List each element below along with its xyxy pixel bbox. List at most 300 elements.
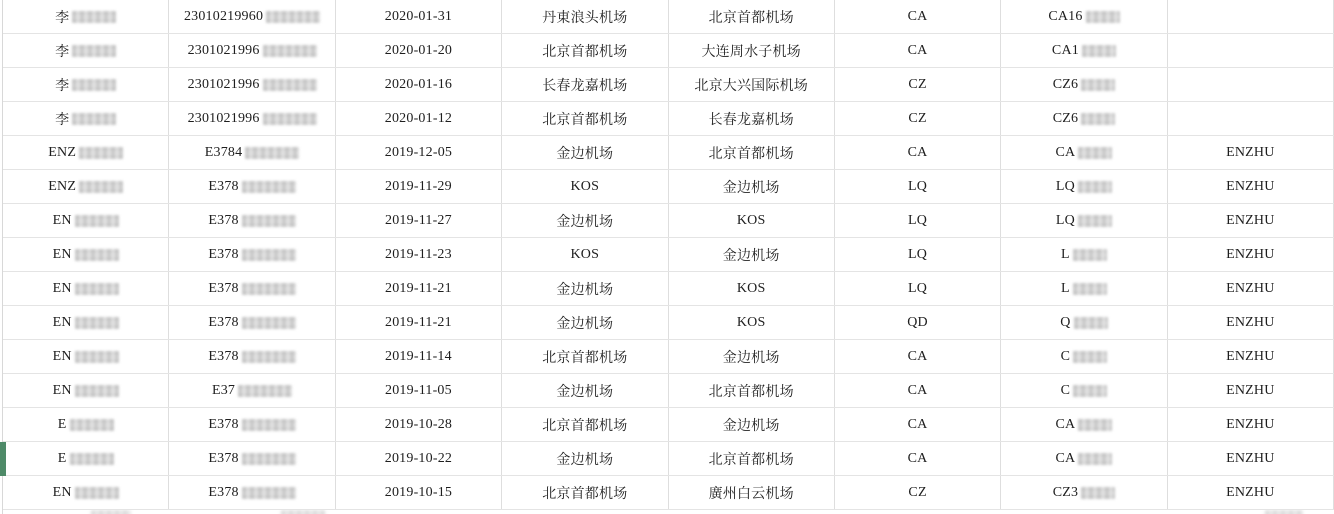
cell-departure-airport[interactable] xyxy=(502,34,668,67)
cell-passenger-name[interactable] xyxy=(3,238,169,271)
id-number-text: 2301021996 xyxy=(187,110,260,126)
passenger-name-text: E xyxy=(57,416,67,432)
redaction-blur xyxy=(242,351,296,363)
cell-passenger-name[interactable] xyxy=(3,340,169,373)
cell-flight-number[interactable] xyxy=(1001,0,1167,33)
cell-flight-date[interactable] xyxy=(336,272,502,305)
arrival-airport-text: 北京大兴国际机场 xyxy=(694,78,808,94)
flight-date-text: 2019-10-22 xyxy=(384,450,453,466)
table-row[interactable] xyxy=(3,374,1334,408)
cell-id-number[interactable] xyxy=(169,476,335,509)
cell-arrival-airport[interactable] xyxy=(669,170,835,203)
cell-id-number[interactable] xyxy=(169,306,335,339)
cell-passenger-name[interactable] xyxy=(3,0,169,33)
cell-airline-code[interactable] xyxy=(835,442,1001,475)
traveler-name-text: ENZHU xyxy=(1226,178,1275,194)
departure-airport-text: 长春龙嘉机场 xyxy=(542,78,628,94)
departure-airport-text: 北京首都机场 xyxy=(542,486,628,502)
flight-date-text: 2020-01-31 xyxy=(384,8,453,24)
cell-traveler-name[interactable] xyxy=(1168,136,1334,169)
redaction-blur xyxy=(70,453,114,465)
cell-airline-code[interactable] xyxy=(835,306,1001,339)
redaction-blur xyxy=(1265,510,1303,514)
airline-code-text: CZ xyxy=(908,110,927,126)
departure-airport-text: KOS xyxy=(570,178,600,194)
cell-airline-code[interactable] xyxy=(835,374,1001,407)
redaction-blur xyxy=(75,385,119,397)
arrival-airport-text: KOS xyxy=(736,212,766,228)
flight-number-text: CA16 xyxy=(1048,8,1083,24)
airline-code-text: CA xyxy=(907,416,928,432)
cell-id-number[interactable] xyxy=(169,272,335,305)
cell-traveler-name[interactable] xyxy=(1168,408,1334,441)
cell-airline-code[interactable] xyxy=(835,408,1001,441)
traveler-name-text: ENZHU xyxy=(1226,382,1275,398)
table-row[interactable] xyxy=(3,306,1334,340)
flight-number-text: CA xyxy=(1055,144,1076,160)
departure-airport-text: KOS xyxy=(570,246,600,262)
redaction-blur xyxy=(263,45,317,57)
cell-flight-number[interactable] xyxy=(1001,170,1167,203)
flight-number-text: C xyxy=(1060,348,1071,364)
flight-date-text: 2019-11-21 xyxy=(385,314,452,330)
flight-date-text: 2019-11-21 xyxy=(385,280,452,296)
redaction-blur xyxy=(79,181,123,193)
cell-passenger-name[interactable] xyxy=(3,306,169,339)
redaction-blur xyxy=(242,453,296,465)
partial-next-row xyxy=(3,510,1334,514)
airline-code-text: LQ xyxy=(908,280,928,296)
cell-arrival-airport[interactable] xyxy=(669,102,835,135)
table-row[interactable] xyxy=(3,136,1334,170)
cell-airline-code[interactable] xyxy=(835,68,1001,101)
passenger-name-text: 李 xyxy=(55,44,70,60)
cell-flight-date[interactable] xyxy=(336,408,502,441)
redaction-blur xyxy=(75,317,119,329)
traveler-name-text: ENZHU xyxy=(1226,280,1275,296)
cell-flight-date[interactable] xyxy=(336,374,502,407)
cell-departure-airport[interactable] xyxy=(502,408,668,441)
flight-date-text: 2019-10-28 xyxy=(384,416,453,432)
cell-arrival-airport[interactable] xyxy=(669,272,835,305)
redaction-blur xyxy=(1073,249,1107,261)
cell-flight-number[interactable] xyxy=(1001,442,1167,475)
cell-arrival-airport[interactable] xyxy=(669,238,835,271)
cell-departure-airport[interactable] xyxy=(502,204,668,237)
cell-departure-airport[interactable] xyxy=(502,442,668,475)
departure-airport-text: 丹東浪头机场 xyxy=(542,10,628,26)
flight-number-text: CZ3 xyxy=(1052,484,1079,500)
arrival-airport-text: 北京首都机场 xyxy=(708,384,794,400)
traveler-name-text: ENZHU xyxy=(1226,246,1275,262)
id-number-text: E378 xyxy=(208,314,239,330)
flight-number-text: LQ xyxy=(1055,212,1075,228)
redaction-blur xyxy=(238,385,292,397)
cell-departure-airport[interactable] xyxy=(502,272,668,305)
redaction-blur xyxy=(1078,147,1112,159)
arrival-airport-text: 廣州白云机场 xyxy=(708,486,794,502)
flight-number-text: LQ xyxy=(1055,178,1075,194)
redaction-blur xyxy=(91,510,131,514)
redaction-blur xyxy=(263,79,317,91)
redaction-blur xyxy=(263,113,317,125)
arrival-airport-text: 北京首都机场 xyxy=(708,452,794,468)
airline-code-text: CA xyxy=(907,144,928,160)
cell-airline-code[interactable] xyxy=(835,136,1001,169)
redaction-blur xyxy=(1073,351,1107,363)
cell-airline-code[interactable] xyxy=(835,0,1001,33)
passenger-name-text: ENZ xyxy=(48,178,77,194)
departure-airport-text: 北京首都机场 xyxy=(542,350,628,366)
flight-date-text: 2020-01-16 xyxy=(384,76,453,92)
cell-flight-date[interactable] xyxy=(336,34,502,67)
flight-number-text: L xyxy=(1061,280,1070,296)
redaction-blur xyxy=(1086,11,1120,23)
airline-code-text: CZ xyxy=(908,484,927,500)
flight-date-text: 2019-11-05 xyxy=(385,382,452,398)
cell-id-number[interactable] xyxy=(169,0,335,33)
cell-arrival-airport[interactable] xyxy=(669,306,835,339)
cell-id-number[interactable] xyxy=(169,102,335,135)
table-row[interactable] xyxy=(3,476,1334,510)
cell-traveler-name[interactable] xyxy=(1168,442,1334,475)
flight-number-text: CA1 xyxy=(1051,42,1079,58)
cell-flight-number[interactable] xyxy=(1001,476,1167,509)
cell-flight-number[interactable] xyxy=(1001,238,1167,271)
cell-passenger-name[interactable] xyxy=(3,374,169,407)
arrival-airport-text: 北京首都机场 xyxy=(708,10,794,26)
cell-id-number[interactable] xyxy=(169,204,335,237)
arrival-airport-text: KOS xyxy=(736,280,766,296)
cell-passenger-name[interactable] xyxy=(3,204,169,237)
cell-flight-date[interactable] xyxy=(336,340,502,373)
flight-number-text: Q xyxy=(1060,314,1071,330)
cell-traveler-name[interactable] xyxy=(1168,34,1334,67)
id-number-text: 2301021996 xyxy=(187,76,260,92)
airline-code-text: CA xyxy=(907,8,928,24)
cell-traveler-name[interactable] xyxy=(1168,340,1334,373)
passenger-name-text: EN xyxy=(52,348,72,364)
airline-code-text: CA xyxy=(907,382,928,398)
table-row[interactable] xyxy=(3,170,1334,204)
passenger-name-text: EN xyxy=(52,246,72,262)
redaction-blur xyxy=(75,351,119,363)
redaction-blur xyxy=(72,45,116,57)
departure-airport-text: 金边机场 xyxy=(556,384,614,400)
cell-traveler-name[interactable] xyxy=(1168,204,1334,237)
redaction-blur xyxy=(1078,419,1112,431)
passenger-name-text: 李 xyxy=(55,10,70,26)
cell-flight-number[interactable] xyxy=(1001,374,1167,407)
flight-date-text: 2019-11-14 xyxy=(385,348,452,364)
cell-traveler-name[interactable] xyxy=(1168,170,1334,203)
cell-departure-airport[interactable] xyxy=(502,102,668,135)
redaction-blur xyxy=(1078,215,1112,227)
departure-airport-text: 金边机场 xyxy=(556,146,614,162)
cell-departure-airport[interactable] xyxy=(502,0,668,33)
flight-number-text: CZ6 xyxy=(1052,76,1079,92)
cell-arrival-airport[interactable] xyxy=(669,442,835,475)
id-number-text: E378 xyxy=(208,450,239,466)
redaction-blur xyxy=(242,215,296,227)
cell-departure-airport[interactable] xyxy=(502,340,668,373)
flight-number-text: C xyxy=(1060,382,1071,398)
cell-id-number[interactable] xyxy=(169,170,335,203)
cell-departure-airport[interactable] xyxy=(502,170,668,203)
redaction-blur xyxy=(75,249,119,261)
cell-passenger-name[interactable] xyxy=(3,102,169,135)
cell-traveler-name[interactable] xyxy=(1168,476,1334,509)
redaction-blur xyxy=(245,147,299,159)
arrival-airport-text: 金边机场 xyxy=(722,248,780,264)
cell-departure-airport[interactable] xyxy=(502,476,668,509)
flight-date-text: 2020-01-20 xyxy=(384,42,453,58)
departure-airport-text: 金边机场 xyxy=(556,214,614,230)
id-number-text: E378 xyxy=(208,416,239,432)
airline-code-text: CZ xyxy=(908,76,927,92)
passenger-name-text: EN xyxy=(52,212,72,228)
table-row[interactable] xyxy=(3,340,1334,374)
redaction-blur xyxy=(70,419,114,431)
redaction-blur xyxy=(242,181,296,193)
cell-passenger-name[interactable] xyxy=(3,272,169,305)
redaction-blur xyxy=(72,79,116,91)
departure-airport-text: 北京首都机场 xyxy=(542,418,628,434)
cell-flight-number[interactable] xyxy=(1001,340,1167,373)
cell-traveler-name[interactable] xyxy=(1168,102,1334,135)
cell-id-number[interactable] xyxy=(169,340,335,373)
cell-arrival-airport[interactable] xyxy=(669,0,835,33)
table-row[interactable] xyxy=(3,272,1334,306)
id-number-text: 2301021996 xyxy=(187,42,260,58)
cell-flight-number[interactable] xyxy=(1001,204,1167,237)
cell-airline-code[interactable] xyxy=(835,340,1001,373)
redaction-blur xyxy=(281,510,325,514)
redaction-blur xyxy=(72,11,116,23)
cell-airline-code[interactable] xyxy=(835,272,1001,305)
cell-id-number[interactable] xyxy=(169,136,335,169)
cell-passenger-name[interactable] xyxy=(3,136,169,169)
cell-departure-airport[interactable] xyxy=(502,306,668,339)
arrival-airport-text: 金边机场 xyxy=(722,180,780,196)
traveler-name-text: ENZHU xyxy=(1226,212,1275,228)
cell-flight-number[interactable] xyxy=(1001,102,1167,135)
cell-flight-number[interactable] xyxy=(1001,272,1167,305)
traveler-name-text: ENZHU xyxy=(1226,416,1275,432)
flight-date-text: 2019-11-27 xyxy=(385,212,452,228)
cell-airline-code[interactable] xyxy=(835,204,1001,237)
redaction-blur xyxy=(1081,79,1115,91)
redaction-blur xyxy=(242,487,296,499)
passenger-name-text: 李 xyxy=(55,112,70,128)
airline-code-text: CA xyxy=(907,348,928,364)
redaction-blur xyxy=(242,283,296,295)
cell-arrival-airport[interactable] xyxy=(669,476,835,509)
arrival-airport-text: 长春龙嘉机场 xyxy=(708,112,794,128)
arrival-airport-text: 金边机场 xyxy=(722,418,780,434)
redaction-blur xyxy=(1073,283,1107,295)
cell-arrival-airport[interactable] xyxy=(669,340,835,373)
cell-airline-code[interactable] xyxy=(835,34,1001,67)
passenger-name-text: ENZ xyxy=(48,144,77,160)
table-row[interactable] xyxy=(3,68,1334,102)
traveler-name-text: ENZHU xyxy=(1226,314,1275,330)
cell-flight-number[interactable] xyxy=(1001,408,1167,441)
cell-departure-airport[interactable] xyxy=(502,136,668,169)
redaction-blur xyxy=(75,283,119,295)
redaction-blur xyxy=(79,147,123,159)
cell-arrival-airport[interactable] xyxy=(669,408,835,441)
redaction-blur xyxy=(75,215,119,227)
redaction-blur xyxy=(75,487,119,499)
cell-id-number[interactable] xyxy=(169,442,335,475)
redaction-blur xyxy=(242,317,296,329)
cell-flight-date[interactable] xyxy=(336,136,502,169)
table-row[interactable] xyxy=(3,102,1334,136)
passenger-name-text: EN xyxy=(52,484,72,500)
cell-flight-number[interactable] xyxy=(1001,136,1167,169)
cell-traveler-name[interactable] xyxy=(1168,272,1334,305)
cell-departure-airport[interactable] xyxy=(502,68,668,101)
redaction-blur xyxy=(1081,487,1115,499)
arrival-airport-text: 金边机场 xyxy=(722,350,780,366)
arrival-airport-text: KOS xyxy=(736,314,766,330)
airline-code-text: LQ xyxy=(908,178,928,194)
airline-code-text: LQ xyxy=(908,246,928,262)
cell-airline-code[interactable] xyxy=(835,170,1001,203)
redaction-blur xyxy=(1081,113,1115,125)
flight-date-text: 2019-11-23 xyxy=(385,246,452,262)
cell-arrival-airport[interactable] xyxy=(669,204,835,237)
table-row[interactable] xyxy=(3,238,1334,272)
cell-id-number[interactable] xyxy=(169,374,335,407)
redaction-blur xyxy=(1073,385,1107,397)
traveler-name-text: ENZHU xyxy=(1226,144,1275,160)
cell-flight-number[interactable] xyxy=(1001,34,1167,67)
cell-arrival-airport[interactable] xyxy=(669,136,835,169)
id-number-text: E378 xyxy=(208,246,239,262)
departure-airport-text: 金边机场 xyxy=(556,282,614,298)
cell-arrival-airport[interactable] xyxy=(669,68,835,101)
arrival-airport-text: 北京首都机场 xyxy=(708,146,794,162)
flight-number-text: CZ6 xyxy=(1052,110,1079,126)
id-number-text: E378 xyxy=(208,212,239,228)
table-row[interactable] xyxy=(3,408,1334,442)
flight-number-text: L xyxy=(1061,246,1070,262)
traveler-name-text: ENZHU xyxy=(1226,484,1275,500)
redaction-blur xyxy=(266,11,320,23)
cell-traveler-name[interactable] xyxy=(1168,306,1334,339)
arrival-airport-text: 大连周水子机场 xyxy=(701,44,801,60)
cell-passenger-name[interactable] xyxy=(3,34,169,67)
id-number-text: E378 xyxy=(208,178,239,194)
departure-airport-text: 金边机场 xyxy=(556,316,614,332)
passenger-name-text: EN xyxy=(52,280,72,296)
redaction-blur xyxy=(72,113,116,125)
redaction-blur xyxy=(242,249,296,261)
table-row[interactable] xyxy=(3,442,1334,476)
redaction-blur xyxy=(1074,317,1108,329)
flight-records-table xyxy=(2,0,1334,514)
cell-airline-code[interactable] xyxy=(835,238,1001,271)
airline-code-text: CA xyxy=(907,450,928,466)
cell-airline-code[interactable] xyxy=(835,476,1001,509)
departure-airport-text: 北京首都机场 xyxy=(542,44,628,60)
cell-arrival-airport[interactable] xyxy=(669,374,835,407)
cell-flight-date[interactable] xyxy=(336,476,502,509)
flight-number-text: CA xyxy=(1055,416,1076,432)
cell-flight-date[interactable] xyxy=(336,68,502,101)
airline-code-text: LQ xyxy=(908,212,928,228)
flight-date-text: 2019-10-15 xyxy=(384,484,453,500)
cell-flight-date[interactable] xyxy=(336,204,502,237)
cell-id-number[interactable] xyxy=(169,34,335,67)
cell-flight-date[interactable] xyxy=(336,102,502,135)
passenger-name-text: EN xyxy=(52,314,72,330)
table-row[interactable] xyxy=(3,34,1334,68)
cell-passenger-name[interactable] xyxy=(3,68,169,101)
cell-arrival-airport[interactable] xyxy=(669,34,835,67)
cell-flight-number[interactable] xyxy=(1001,68,1167,101)
passenger-name-text: 李 xyxy=(55,78,70,94)
redaction-blur xyxy=(242,419,296,431)
cell-traveler-name[interactable] xyxy=(1168,68,1334,101)
cell-flight-date[interactable] xyxy=(336,170,502,203)
id-number-text: E378 xyxy=(208,484,239,500)
id-number-text: E378 xyxy=(208,280,239,296)
airline-code-text: CA xyxy=(907,42,928,58)
id-number-text: E37 xyxy=(211,382,236,398)
passenger-name-text: EN xyxy=(52,382,72,398)
cell-flight-date[interactable] xyxy=(336,306,502,339)
cell-passenger-name[interactable] xyxy=(3,442,169,475)
airline-code-text: QD xyxy=(907,314,928,330)
cell-departure-airport[interactable] xyxy=(502,374,668,407)
flight-date-text: 2019-11-29 xyxy=(385,178,452,194)
flight-number-text: CA xyxy=(1055,450,1076,466)
passenger-name-text: E xyxy=(57,450,67,466)
flight-date-text: 2019-12-05 xyxy=(384,144,453,160)
cell-traveler-name[interactable] xyxy=(1168,238,1334,271)
redaction-blur xyxy=(1078,453,1112,465)
departure-airport-text: 北京首都机场 xyxy=(542,112,628,128)
cell-flight-date[interactable] xyxy=(336,238,502,271)
cell-passenger-name[interactable] xyxy=(3,408,169,441)
traveler-name-text: ENZHU xyxy=(1226,348,1275,364)
traveler-name-text: ENZHU xyxy=(1226,450,1275,466)
table-row[interactable] xyxy=(3,0,1334,34)
cell-id-number[interactable] xyxy=(169,68,335,101)
cell-departure-airport[interactable] xyxy=(502,238,668,271)
table-row[interactable] xyxy=(3,204,1334,238)
cell-airline-code[interactable] xyxy=(835,102,1001,135)
cell-flight-number[interactable] xyxy=(1001,306,1167,339)
cell-traveler-name[interactable] xyxy=(1168,374,1334,407)
redaction-blur xyxy=(1078,181,1112,193)
cell-id-number[interactable] xyxy=(169,408,335,441)
cell-traveler-name[interactable] xyxy=(1168,0,1334,33)
cell-passenger-name[interactable] xyxy=(3,170,169,203)
cell-id-number[interactable] xyxy=(169,238,335,271)
flight-date-text: 2020-01-12 xyxy=(384,110,453,126)
cell-flight-date[interactable] xyxy=(336,442,502,475)
cell-passenger-name[interactable] xyxy=(3,476,169,509)
departure-airport-text: 金边机场 xyxy=(556,452,614,468)
redaction-blur xyxy=(1082,45,1116,57)
id-number-text: E378 xyxy=(208,348,239,364)
cell-flight-date[interactable] xyxy=(336,0,502,33)
table-body xyxy=(3,0,1334,510)
